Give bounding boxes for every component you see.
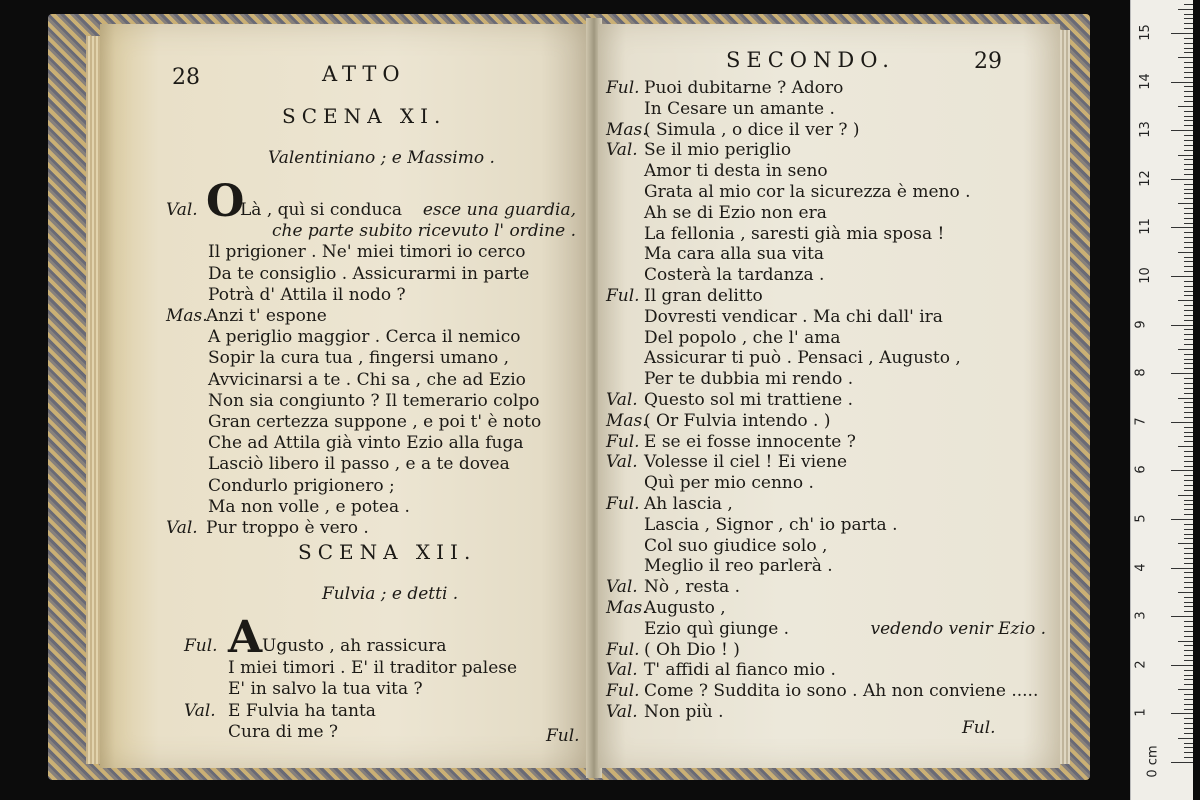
ruler-tick	[1184, 208, 1193, 209]
ruler-tick	[1184, 120, 1193, 121]
ruler-tick	[1184, 699, 1193, 700]
ruler-tick	[1184, 43, 1193, 44]
ruler-tick	[1184, 378, 1193, 379]
ruler-tick	[1184, 159, 1193, 160]
ruler-tick	[1184, 441, 1193, 442]
verse-line: E se ei fosse innocente ?	[644, 431, 856, 452]
ruler-tick	[1184, 305, 1193, 306]
ruler-tick	[1184, 111, 1193, 112]
verse-line: Meglio il reo parlerà .	[644, 556, 833, 577]
ruler-tick	[1184, 490, 1193, 491]
ruler-tick	[1184, 23, 1193, 24]
ruler-tick	[1184, 135, 1193, 136]
ruler-tick	[1184, 514, 1193, 515]
ruler-tick	[1184, 291, 1193, 292]
ruler-tick	[1178, 9, 1193, 10]
ruler-tick	[1171, 373, 1193, 374]
ruler-tick	[1184, 354, 1193, 355]
verse-line: Assicurar ti può . Pensaci , Augusto ,	[644, 348, 961, 369]
ruler-tick	[1184, 363, 1193, 364]
speaker-label: Ful.	[606, 431, 640, 452]
verse-line: Condurlo prigionero ;	[208, 475, 395, 496]
verse-line: Potrà d' Attila il nodo ?	[208, 284, 406, 305]
ruler-label: 12	[1137, 170, 1153, 187]
ruler-tick	[1184, 436, 1193, 437]
ruler-tick	[1171, 179, 1193, 180]
ruler-tick	[1184, 456, 1193, 457]
ruler-tick	[1184, 757, 1193, 758]
ruler-tick	[1184, 558, 1193, 559]
speaker-label: Val.	[606, 577, 638, 598]
ruler-tick	[1184, 38, 1193, 39]
ruler-label: 9	[1133, 319, 1149, 329]
ruler-tick	[1171, 33, 1193, 34]
ruler-label: 4	[1133, 562, 1149, 572]
ruler-tick	[1184, 91, 1193, 92]
verse-line: Puoi dubitarne ? Adoro	[644, 78, 844, 98]
verse-line: Quì per mio cenno .	[644, 473, 814, 494]
ruler-tick	[1184, 193, 1193, 194]
ruler-tick	[1184, 329, 1193, 330]
ruler-tick	[1184, 174, 1193, 175]
ruler-tick	[1184, 261, 1193, 262]
verse-line: Volesse il ciel ! Ei viene	[644, 452, 848, 473]
ruler-tick	[1184, 4, 1193, 5]
scene-title-2: SCENA XII.	[298, 540, 477, 564]
ruler-tick	[1184, 189, 1193, 190]
ruler-tick	[1184, 140, 1193, 141]
ruler-tick	[1178, 106, 1193, 107]
ruler-tick	[1184, 359, 1193, 360]
verse-line: La fellonia , saresti già mia sposa !	[644, 223, 945, 244]
speaker-label: Val.	[606, 660, 638, 681]
ruler-tick	[1184, 339, 1193, 340]
ruler-tick	[1184, 72, 1193, 73]
ruler-tick	[1184, 553, 1193, 554]
verse-line: I miei timori . E' il traditor palese	[228, 657, 518, 678]
ruler-tick	[1184, 412, 1193, 413]
ruler-tick	[1184, 752, 1193, 753]
ruler-tick	[1178, 349, 1193, 350]
speaker-label: Mas.	[606, 598, 648, 618]
verse-line: Ezio quì giunge .	[644, 618, 790, 639]
ruler-label: 15	[1137, 24, 1153, 41]
scene-cast-2: Fulvia ; e detti .	[322, 584, 459, 604]
scene-cast: Valentiniano ; e Massimo .	[268, 148, 495, 168]
verse-line: Col suo giudice solo ,	[644, 535, 828, 556]
page-number: 28	[172, 65, 200, 90]
ruler-tick	[1184, 733, 1193, 734]
ruler-tick	[1184, 150, 1193, 151]
verse-line: Non più .	[644, 702, 724, 722]
ruler-tick	[1184, 242, 1193, 243]
verse-line: Dovresti vendicar . Ma chi dall' ira	[644, 306, 943, 327]
speaker-label: Val.	[184, 700, 216, 721]
ruler-tick	[1184, 509, 1193, 510]
ruler-tick	[1184, 650, 1193, 651]
ruler-tick	[1184, 169, 1193, 170]
verse-line: Gran certezza suppone , e poi t' è noto	[208, 412, 542, 432]
ruler-tick	[1184, 223, 1193, 224]
ruler-tick	[1178, 495, 1193, 496]
verse-line: Ma non volle , e potea .	[208, 496, 410, 517]
ruler-tick	[1184, 611, 1193, 612]
ruler-tick	[1184, 461, 1193, 462]
stage-direction: vedendo venir Ezio .	[870, 618, 1046, 639]
ruler-tick	[1178, 446, 1193, 447]
ruler-tick	[1184, 480, 1193, 481]
ruler-tick	[1184, 723, 1193, 724]
ruler-tick	[1178, 300, 1193, 301]
measuring-ruler	[1130, 0, 1193, 800]
ruler-tick	[1184, 383, 1193, 384]
ruler-label: 5	[1133, 514, 1149, 523]
verse-line: Ah se di Ezio non era	[644, 202, 827, 223]
verse-line: ( Oh Dio ! )	[644, 639, 740, 660]
ruler-tick	[1171, 130, 1193, 131]
verse-line: Lascia , Signor , ch' io parta .	[644, 514, 898, 535]
verse-line: Augusto ,	[644, 598, 726, 618]
ruler-tick	[1178, 252, 1193, 253]
verse-line: Cura di me ?	[228, 722, 339, 742]
verse-line: ( Simula , o dice il ver ? )	[644, 119, 860, 140]
verse-line: Nò , resta .	[644, 577, 741, 598]
ruler-tick	[1184, 684, 1193, 685]
ruler-tick	[1184, 52, 1193, 53]
right-page	[598, 24, 1060, 768]
ruler-label: 13	[1137, 121, 1153, 138]
ruler-tick	[1184, 529, 1193, 530]
verse-line: E Fulvia ha tanta	[228, 700, 376, 721]
verse-line: Questo sol mi trattiene .	[644, 390, 853, 410]
ruler-tick	[1184, 427, 1193, 428]
ruler-tick	[1184, 198, 1193, 199]
speaker-label: Val.	[606, 702, 638, 722]
ruler-tick	[1171, 762, 1193, 763]
stage-direction: esce una guardia,	[422, 200, 576, 220]
ruler-tick	[1184, 86, 1193, 87]
ruler-tick	[1184, 631, 1193, 632]
speaker-label: Val.	[606, 140, 638, 161]
ruler-tick	[1178, 203, 1193, 204]
ruler-label: 3	[1133, 611, 1149, 620]
speaker-label: Val.	[166, 200, 198, 220]
ruler-tick	[1171, 325, 1193, 326]
ruler-tick	[1171, 276, 1193, 277]
ruler-tick	[1184, 572, 1193, 573]
speaker-label: Ful.	[606, 78, 640, 98]
speaker-label: Ful.	[184, 636, 218, 656]
ruler-tick	[1178, 543, 1193, 544]
ruler-label: 6	[1133, 465, 1149, 475]
ruler-tick	[1184, 485, 1193, 486]
ruler-tick	[1178, 155, 1193, 156]
ruler-tick	[1178, 398, 1193, 399]
ruler-tick	[1184, 164, 1193, 165]
ruler-tick	[1171, 519, 1193, 520]
ruler-tick	[1184, 14, 1193, 15]
ruler-tick	[1184, 563, 1193, 564]
verse-line: ( Or Fulvia intendo . )	[644, 410, 831, 431]
verse-line: Ugusto , ah rassicura	[262, 636, 447, 656]
verse-line: Come ? Suddita io sono . Ah non conviene .....	[644, 681, 1039, 702]
page-number: 29	[974, 49, 1002, 74]
verse-line: Se il mio periglio	[644, 140, 792, 161]
catchword: Ful.	[962, 718, 996, 738]
ruler-tick	[1184, 534, 1193, 535]
left-page	[100, 24, 590, 768]
ruler-tick	[1184, 116, 1193, 117]
speaker-label: Ful.	[606, 639, 640, 660]
ruler-tick	[1178, 592, 1193, 593]
verse-line: Da te consiglio . Assicurarmi in parte	[208, 263, 530, 284]
ruler-tick	[1184, 96, 1193, 97]
ruler-tick	[1184, 218, 1193, 219]
ruler-tick	[1184, 636, 1193, 637]
ruler-tick	[1184, 743, 1193, 744]
ruler-tick	[1184, 247, 1193, 248]
ruler-tick	[1184, 582, 1193, 583]
ruler-tick	[1171, 470, 1193, 471]
ruler-tick	[1184, 728, 1193, 729]
ruler-tick	[1184, 597, 1193, 598]
ruler-tick	[1184, 393, 1193, 394]
ruler-tick	[1184, 626, 1193, 627]
verse-line: Ma cara alla sua vita	[644, 244, 825, 265]
running-head: SECONDO.	[726, 48, 895, 72]
verse-line: Lasciò libero il passo , e a te dovea	[208, 454, 510, 475]
ruler-label: 14	[1137, 72, 1153, 90]
ruler-tick	[1184, 548, 1193, 549]
verse-line: In Cesare un amante .	[644, 98, 835, 119]
verse-line: Del popolo , che l' ama	[644, 327, 841, 348]
ruler-tick	[1184, 402, 1193, 403]
ruler-tick	[1184, 48, 1193, 49]
ruler-tick	[1178, 641, 1193, 642]
catchword: Ful.	[546, 726, 580, 746]
speaker-label: Ful.	[606, 681, 640, 702]
ruler-tick	[1171, 665, 1193, 666]
verse-line: Il gran delitto	[644, 286, 763, 306]
ruler-tick	[1184, 451, 1193, 452]
ruler-tick	[1171, 713, 1193, 714]
ruler-tick	[1184, 602, 1193, 603]
ruler-tick	[1178, 57, 1193, 58]
verse-line: Pur troppo è vero .	[206, 518, 369, 538]
verse-line: E' in salvo la tua vita ?	[228, 679, 423, 699]
ruler-tick	[1184, 28, 1193, 29]
ruler-tick	[1184, 466, 1193, 467]
ruler-tick	[1184, 237, 1193, 238]
ruler-tick	[1184, 286, 1193, 287]
ruler-tick	[1184, 315, 1193, 316]
ruler-tick	[1171, 422, 1193, 423]
ruler-tick	[1184, 645, 1193, 646]
ruler-tick	[1178, 689, 1193, 690]
verse-line: Costerà la tardanza .	[644, 265, 825, 286]
ruler-tick	[1184, 709, 1193, 710]
ruler-tick	[1184, 432, 1193, 433]
speaker-label: Ful.	[606, 494, 640, 514]
verse-line: Amor ti desta in seno	[644, 161, 828, 182]
ruler-tick	[1184, 524, 1193, 525]
ruler-tick	[1184, 670, 1193, 671]
ruler-tick	[1184, 679, 1193, 680]
speaker-label: Val.	[606, 452, 638, 473]
ruler-tick	[1184, 368, 1193, 369]
ruler-tick	[1184, 577, 1193, 578]
running-head: ATTO	[322, 62, 406, 86]
speaker-label: Mas.	[166, 306, 208, 326]
verse-line: A periglio maggior . Cerca il nemico	[208, 327, 521, 348]
ruler-tick	[1184, 417, 1193, 418]
speaker-label: Mas.	[606, 410, 648, 431]
verse-line: Avvicinarsi a te . Chi sa , che ad Ezio	[208, 369, 526, 390]
speaker-label: Val.	[606, 390, 638, 410]
ruler-tick	[1184, 500, 1193, 501]
ruler-tick	[1184, 101, 1193, 102]
ruler-tick	[1184, 257, 1193, 258]
verse-line: Non sia congiunto ? Il temerario colpo	[208, 390, 540, 411]
verse-line: Grata al mio cor la sicurezza è meno .	[644, 182, 971, 202]
ruler-tick	[1184, 266, 1193, 267]
ruler-tick	[1184, 77, 1193, 78]
scene-title: SCENA XI.	[282, 104, 447, 128]
ruler-label: 8	[1133, 368, 1149, 377]
ruler-tick	[1184, 281, 1193, 282]
drop-cap: A	[228, 612, 263, 663]
verse-line: Ah lascia ,	[644, 494, 733, 514]
ruler-tick	[1184, 271, 1193, 272]
speaker-label: Mas.	[606, 119, 648, 140]
ruler-tick	[1184, 62, 1193, 63]
ruler-tick	[1184, 704, 1193, 705]
ruler-tick	[1184, 675, 1193, 676]
ruler-tick	[1171, 227, 1193, 228]
ruler-label: 10	[1137, 267, 1153, 284]
verse-line: Là , quì si conduca	[240, 200, 403, 220]
ruler-tick	[1184, 621, 1193, 622]
ruler-tick	[1184, 145, 1193, 146]
ruler-tick	[1184, 747, 1193, 748]
verse-line: Per te dubbia mi rendo .	[644, 369, 854, 390]
ruler-tick	[1171, 616, 1193, 617]
ruler-tick	[1184, 504, 1193, 505]
ruler-tick	[1184, 334, 1193, 335]
verse-line: T' affidi al fianco mio .	[644, 660, 836, 681]
ruler-tick	[1184, 18, 1193, 19]
ruler-tick	[1184, 694, 1193, 695]
ruler-tick	[1184, 407, 1193, 408]
ruler-label: 1	[1133, 708, 1149, 718]
ruler-label: 2	[1133, 660, 1149, 669]
verse-line: Che ad Attila già vinto Ezio alla fuga	[208, 433, 524, 454]
ruler-tick	[1184, 67, 1193, 68]
stage-direction: che parte subito ricevuto l' ordine .	[271, 221, 576, 242]
ruler-tick	[1184, 388, 1193, 389]
ruler-tick	[1184, 344, 1193, 345]
ruler-label: 7	[1133, 417, 1149, 426]
ruler-tick	[1171, 568, 1193, 569]
ruler-tick	[1184, 213, 1193, 214]
drop-cap: O	[206, 176, 245, 227]
ruler-tick	[1184, 660, 1193, 661]
verse-line: Sopir la cura tua , fingersi umano ,	[208, 348, 510, 369]
ruler-tick	[1171, 82, 1193, 83]
verse-line: Il prigioner . Ne' miei timori io cerco	[208, 242, 526, 263]
ruler-tick	[1184, 718, 1193, 719]
ruler-tick	[1184, 320, 1193, 321]
ruler-tick	[1184, 184, 1193, 185]
ruler-tick	[1184, 295, 1193, 296]
ruler-tick	[1184, 125, 1193, 126]
ruler-tick	[1184, 587, 1193, 588]
ruler-tick	[1184, 310, 1193, 311]
ruler-label: 11	[1137, 218, 1153, 236]
ruler-tick	[1184, 475, 1193, 476]
ruler-tick	[1184, 655, 1193, 656]
ruler-tick	[1184, 606, 1193, 607]
ruler-label: 0 cm	[1145, 745, 1161, 778]
speaker-label: Val.	[166, 518, 198, 538]
verse-line: Anzi t' espone	[206, 306, 327, 326]
ruler-tick	[1178, 738, 1193, 739]
ruler-tick	[1184, 538, 1193, 539]
speaker-label: Ful.	[606, 286, 640, 306]
ruler-tick	[1184, 232, 1193, 233]
